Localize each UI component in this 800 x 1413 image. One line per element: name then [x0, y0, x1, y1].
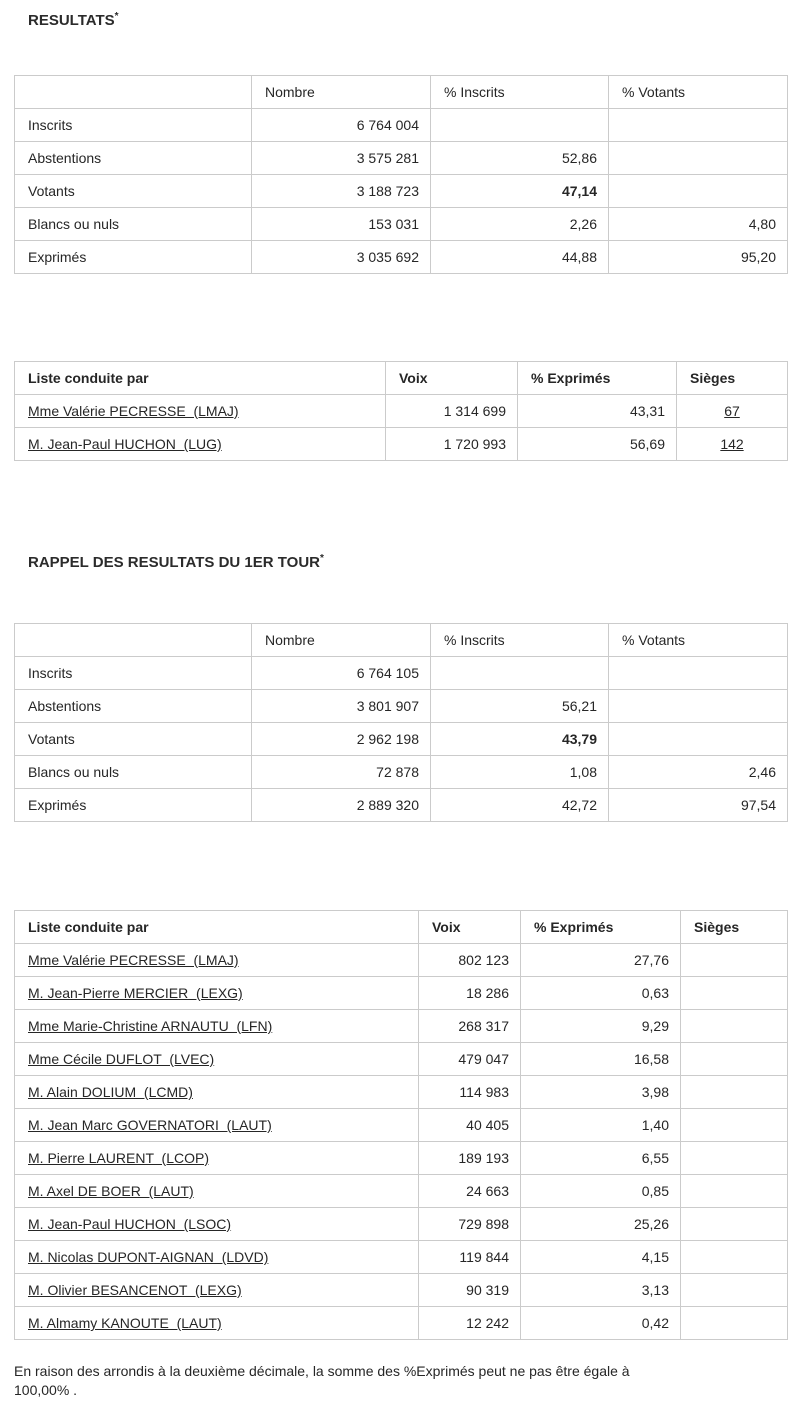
cell-pct-exprimes: 3,98 — [521, 1076, 681, 1109]
col-header-nombre: Nombre — [252, 76, 431, 109]
candidate-link[interactable]: Mme Valérie PECRESSE (LMAJ) — [28, 952, 239, 968]
table-row — [15, 1010, 788, 1043]
table-row — [15, 241, 788, 274]
col-header-nombre: Nombre — [252, 624, 431, 657]
table-row — [15, 690, 788, 723]
col-header-voix: Voix — [386, 362, 518, 395]
table-row — [15, 1109, 788, 1142]
table-row — [15, 1175, 788, 1208]
cell-sieges — [681, 1241, 788, 1274]
first-round-stats-table — [14, 623, 788, 822]
cell-pct-votants: 4,80 — [609, 208, 788, 241]
cell-pct-exprimes: 3,13 — [521, 1274, 681, 1307]
table-row — [15, 1241, 788, 1274]
cell-pct-inscrits: 52,86 — [431, 142, 609, 175]
cell-voix: 479 047 — [419, 1043, 521, 1076]
cell-candidate — [15, 1076, 419, 1109]
cell-nombre: 3 035 692 — [252, 241, 431, 274]
col-header-liste: Liste conduite par — [15, 911, 419, 944]
cell-pct-exprimes: 56,69 — [518, 428, 677, 461]
cell-candidate — [15, 1142, 419, 1175]
row-label: Exprimés — [15, 241, 252, 274]
candidate-link[interactable]: M. Almamy KANOUTE (LAUT) — [28, 1315, 222, 1331]
candidate-link[interactable]: M. Jean Marc GOVERNATORI (LAUT) — [28, 1117, 272, 1133]
page-title — [28, 8, 800, 29]
cell-nombre: 72 878 — [252, 756, 431, 789]
candidate-link[interactable]: Mme Marie-Christine ARNAUTU (LFN) — [28, 1018, 273, 1034]
col-header-voix: Voix — [419, 911, 521, 944]
cell-candidate — [15, 1307, 419, 1340]
table-row — [15, 756, 788, 789]
cell-sieges — [681, 1076, 788, 1109]
col-header-pct-votants: % Votants — [609, 76, 788, 109]
candidate-link[interactable]: M. Alain DOLIUM (LCMD) — [28, 1084, 193, 1100]
cell-candidate — [15, 1109, 419, 1142]
cell-voix: 268 317 — [419, 1010, 521, 1043]
cell-nombre: 6 764 105 — [252, 657, 431, 690]
table-row — [15, 1142, 788, 1175]
table-row — [15, 723, 788, 756]
cell-pct-exprimes: 16,58 — [521, 1043, 681, 1076]
cell-pct-votants — [609, 690, 788, 723]
cell-pct-votants — [609, 175, 788, 208]
cell-voix: 40 405 — [419, 1109, 521, 1142]
cell-pct-inscrits: 47,14 — [431, 175, 609, 208]
table-row — [15, 657, 788, 690]
cell-pct-inscrits: 56,21 — [431, 690, 609, 723]
col-header-pct-inscrits: % Inscrits — [431, 624, 609, 657]
cell-candidate — [15, 944, 419, 977]
table-row — [15, 428, 788, 461]
footnote-line2: 100,00% . — [14, 1382, 78, 1398]
table-row — [15, 395, 788, 428]
cell-pct-exprimes: 4,15 — [521, 1241, 681, 1274]
candidate-link[interactable]: M. Jean-Paul HUCHON (LUG) — [28, 436, 222, 452]
row-label: Exprimés — [15, 789, 252, 822]
cell-voix: 119 844 — [419, 1241, 521, 1274]
cell-voix: 24 663 — [419, 1175, 521, 1208]
cell-pct-votants: 2,46 — [609, 756, 788, 789]
first-round-lists-table — [14, 910, 788, 1340]
table-header-row — [15, 76, 788, 109]
section-title-first-round — [28, 550, 800, 571]
cell-pct-inscrits — [431, 109, 609, 142]
row-label: Votants — [15, 723, 252, 756]
cell-sieges — [681, 1274, 788, 1307]
candidate-link[interactable]: M. Pierre LAURENT (LCOP) — [28, 1150, 209, 1166]
cell-voix: 18 286 — [419, 977, 521, 1010]
cell-pct-exprimes: 6,55 — [521, 1142, 681, 1175]
table-row — [15, 175, 788, 208]
results-lists-table — [14, 361, 788, 461]
cell-nombre: 3 188 723 — [252, 175, 431, 208]
rounding-footnote — [14, 1362, 786, 1400]
results-stats-table — [14, 75, 788, 274]
cell-pct-exprimes: 0,42 — [521, 1307, 681, 1340]
col-header-pct-inscrits: % Inscrits — [431, 76, 609, 109]
cell-sieges — [681, 1175, 788, 1208]
cell-voix: 12 242 — [419, 1307, 521, 1340]
cell-pct-votants — [609, 657, 788, 690]
cell-candidate — [15, 1208, 419, 1241]
cell-voix: 1 720 993 — [386, 428, 518, 461]
asterisk-note: * — [319, 553, 324, 564]
cell-pct-votants — [609, 109, 788, 142]
cell-pct-votants: 95,20 — [609, 241, 788, 274]
cell-nombre: 6 764 004 — [252, 109, 431, 142]
candidate-link[interactable]: M. Jean-Pierre MERCIER (LEXG) — [28, 985, 243, 1001]
table-row — [15, 1274, 788, 1307]
table-row — [15, 977, 788, 1010]
row-label: Blancs ou nuls — [15, 208, 252, 241]
cell-voix: 90 319 — [419, 1274, 521, 1307]
cell-pct-exprimes: 43,31 — [518, 395, 677, 428]
table-header-row — [15, 624, 788, 657]
candidate-link[interactable]: M. Jean-Paul HUCHON (LSOC) — [28, 1216, 232, 1232]
cell-candidate — [15, 1043, 419, 1076]
cell-pct-inscrits — [431, 657, 609, 690]
candidate-link[interactable]: Mme Cécile DUFLOT (LVEC) — [28, 1051, 215, 1067]
cell-pct-exprimes: 9,29 — [521, 1010, 681, 1043]
cell-voix: 114 983 — [419, 1076, 521, 1109]
section-title-text: RAPPEL DES RESULTATS DU 1ER TOUR — [28, 554, 320, 571]
cell-sieges — [677, 395, 788, 428]
row-label: Inscrits — [15, 109, 252, 142]
cell-sieges — [677, 428, 788, 461]
cell-candidate — [15, 1241, 419, 1274]
col-header-liste: Liste conduite par — [15, 362, 386, 395]
cell-sieges — [681, 1043, 788, 1076]
row-label: Abstentions — [15, 690, 252, 723]
cell-candidate — [15, 428, 386, 461]
table-row — [15, 944, 788, 977]
col-header-sieges: Sièges — [677, 362, 788, 395]
col-header-empty — [15, 76, 252, 109]
cell-pct-votants: 97,54 — [609, 789, 788, 822]
table-row — [15, 1208, 788, 1241]
sieges-link[interactable]: 142 — [720, 436, 744, 452]
col-header-sieges: Sièges — [681, 911, 788, 944]
cell-pct-inscrits: 44,88 — [431, 241, 609, 274]
cell-nombre: 3 801 907 — [252, 690, 431, 723]
cell-voix: 189 193 — [419, 1142, 521, 1175]
footnote-line1: En raison des arrondis à la deuxième décimale, la somme des %Exprimés peut ne pas être égale à — [14, 1363, 630, 1379]
table-row — [15, 208, 788, 241]
cell-nombre: 2 889 320 — [252, 789, 431, 822]
candidate-link[interactable]: Mme Valérie PECRESSE (LMAJ) — [28, 403, 239, 419]
cell-nombre: 2 962 198 — [252, 723, 431, 756]
cell-candidate — [15, 977, 419, 1010]
cell-sieges — [681, 977, 788, 1010]
col-header-empty — [15, 624, 252, 657]
cell-pct-exprimes: 25,26 — [521, 1208, 681, 1241]
cell-sieges — [681, 1010, 788, 1043]
table-header-row — [15, 362, 788, 395]
cell-sieges — [681, 1142, 788, 1175]
table-row — [15, 142, 788, 175]
cell-sieges — [681, 944, 788, 977]
row-label: Abstentions — [15, 142, 252, 175]
table-row — [15, 1076, 788, 1109]
cell-pct-exprimes: 27,76 — [521, 944, 681, 977]
cell-pct-exprimes: 1,40 — [521, 1109, 681, 1142]
cell-sieges — [681, 1307, 788, 1340]
cell-candidate — [15, 395, 386, 428]
candidate-link[interactable]: M. Olivier BESANCENOT (LEXG) — [28, 1282, 242, 1298]
page-title-text: RESULTATS — [28, 12, 115, 29]
cell-pct-votants — [609, 142, 788, 175]
sieges-link[interactable]: 67 — [724, 403, 740, 419]
cell-nombre: 3 575 281 — [252, 142, 431, 175]
cell-sieges — [681, 1109, 788, 1142]
table-row — [15, 109, 788, 142]
table-header-row — [15, 911, 788, 944]
cell-pct-inscrits: 1,08 — [431, 756, 609, 789]
cell-nombre: 153 031 — [252, 208, 431, 241]
row-label: Votants — [15, 175, 252, 208]
table-row — [15, 1043, 788, 1076]
cell-pct-inscrits: 43,79 — [431, 723, 609, 756]
cell-voix: 729 898 — [419, 1208, 521, 1241]
candidate-link[interactable]: M. Axel DE BOER (LAUT) — [28, 1183, 194, 1199]
cell-pct-inscrits: 2,26 — [431, 208, 609, 241]
row-label: Blancs ou nuls — [15, 756, 252, 789]
cell-pct-votants — [609, 723, 788, 756]
cell-pct-exprimes: 0,85 — [521, 1175, 681, 1208]
cell-pct-exprimes: 0,63 — [521, 977, 681, 1010]
cell-candidate — [15, 1010, 419, 1043]
cell-candidate — [15, 1274, 419, 1307]
cell-voix: 802 123 — [419, 944, 521, 977]
cell-sieges — [681, 1208, 788, 1241]
asterisk-note: * — [114, 11, 119, 22]
cell-pct-inscrits: 42,72 — [431, 789, 609, 822]
cell-voix: 1 314 699 — [386, 395, 518, 428]
table-row — [15, 1307, 788, 1340]
row-label: Inscrits — [15, 657, 252, 690]
candidate-link[interactable]: M. Nicolas DUPONT-AIGNAN (LDVD) — [28, 1249, 269, 1265]
cell-candidate — [15, 1175, 419, 1208]
col-header-pct-exprimes: % Exprimés — [521, 911, 681, 944]
col-header-pct-votants: % Votants — [609, 624, 788, 657]
col-header-pct-exprimes: % Exprimés — [518, 362, 677, 395]
table-row — [15, 789, 788, 822]
